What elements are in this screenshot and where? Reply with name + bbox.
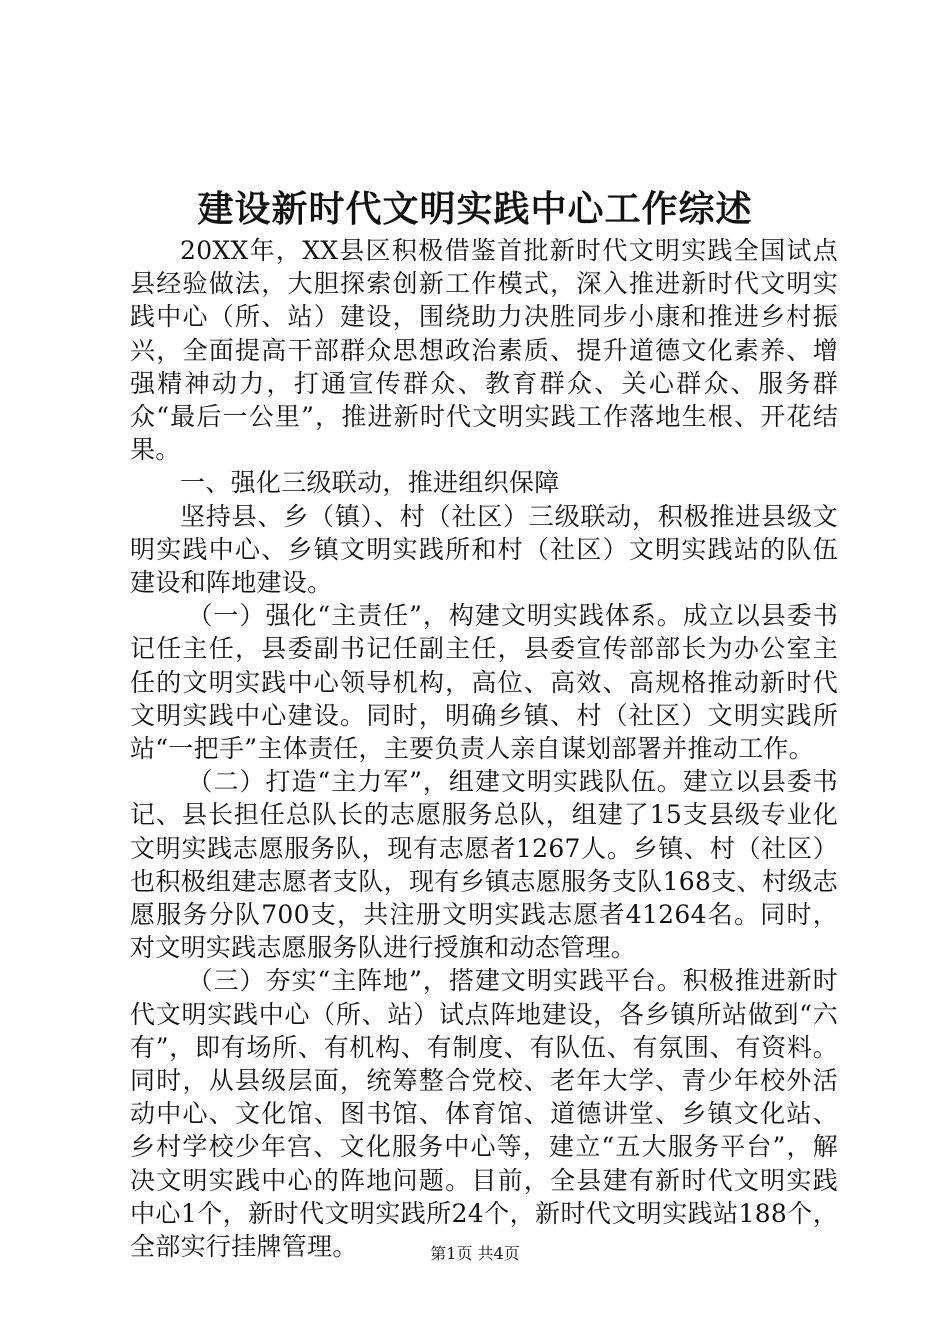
section-heading: 一、强化三级联动，推进组织保障 [180, 468, 560, 498]
subsection-paragraph-2: （二）打造“主力军”，组建文明实践队伍。建立以县委书记、县长担任总队长的志愿服务总队，组建了15支县级专业化文明实践志愿服务队，现有志愿者1267人。乡镇、村（社区）也积极组建志愿者支队，现有乡镇志愿服务支队168支、村级志愿服务分队700支，共注册文明实践志愿者41264名。同时，对文明实践志愿服务队进行授旗和动态管理。 [130, 767, 838, 963]
document-body [130, 234, 838, 1263]
subsection-paragraph-3: （三）夯实“主阵地”，搭建文明实践平台。积极推进新时代文明实践中心（所、站）试点阵地建设，各乡镇所站做到“六有”，即有场所、有机构、有制度、有队伍、有氛围、有资料。同时，从县级层面，统筹整合党校、老年大学、青少年校外活动中心、文化馆、图书馆、体育馆、道德讲堂、乡镇文化站、乡村学校少年宫、文化服务中心等，建立“五大服务平台”，解决文明实践中心的阵地问题。目前，全县建有新时代文明实践中心1个，新时代文明实践所24个，新时代文明实践站188个，全部实行挂牌管理。 [130, 966, 838, 1262]
document-title: 建设新时代文明实践中心工作综述 [197, 188, 753, 230]
intro-paragraph: 20XX年，XX县区积极借鉴首批新时代文明实践全国试点县经验做法，大胆探索创新工作模式，深入推进新时代文明实践中心（所、站）建设，围绕助力决胜同步小康和推进乡村振兴，全面提高干部群众思想政治素质、提升道德文化素养、增强精神动力，打通宣传群众、教育群众、关心群众、服务群众“最后一公里”，推进新时代文明实践工作落地生根、开花结果。 [130, 236, 838, 465]
page-number-footer: 第1页 共4页 [430, 1244, 520, 1263]
subsection-paragraph-1: （一）强化“主责任”，构建文明实践体系。成立以县委书记任主任，县委副书记任副主任，县委宣传部部长为办公室主任的文明实践中心领导机构，高位、高效、高规格推动新时代文明实践中心建设。同时，明确乡镇、村（社区）文明实践所站“一把手”主体责任，主要负责人亲自谋划部署并推动工作。 [130, 601, 838, 764]
section-paragraph: 坚持县、乡（镇）、村（社区）三级联动，积极推进县级文明实践中心、乡镇文明实践所和村（社区）文明实践站的队伍建设和阵地建设。 [130, 501, 838, 598]
